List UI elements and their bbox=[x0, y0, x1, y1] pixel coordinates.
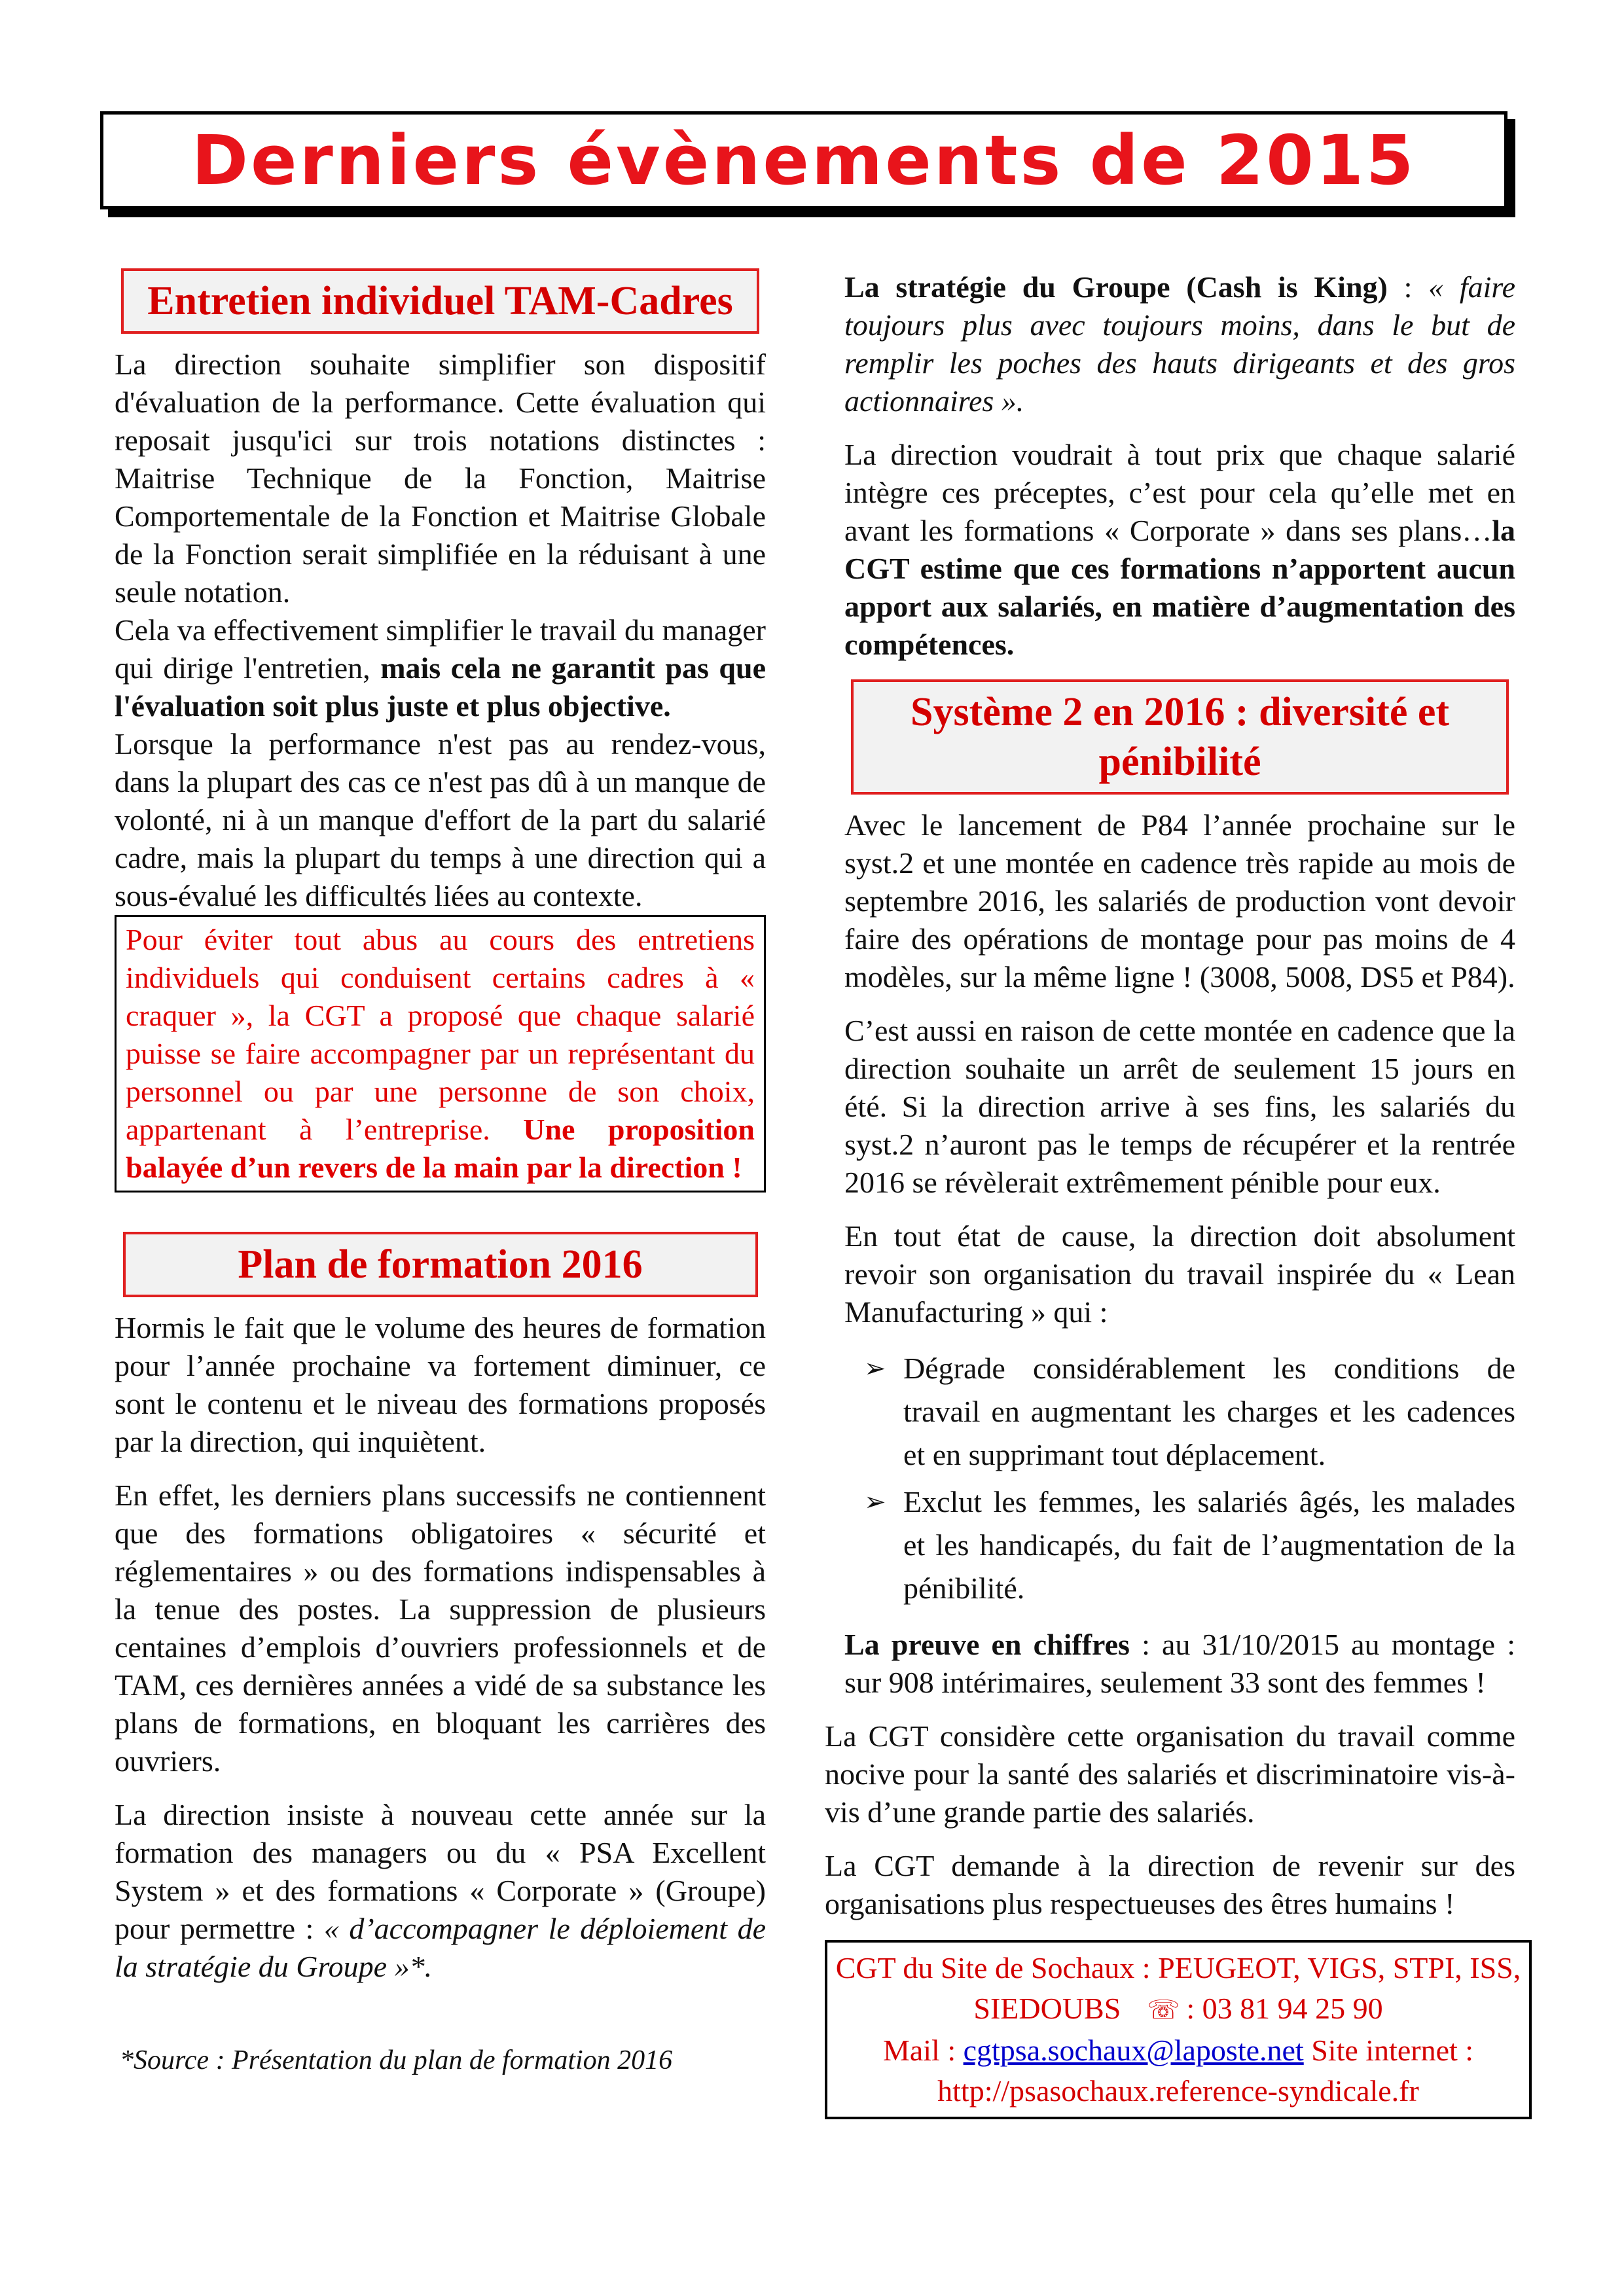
arrow-bullet-icon: ➢ bbox=[864, 1487, 886, 1517]
paragraph: La direction voudrait à tout prix que chaque salarié intègre ces préceptes, c’est pour cela qu’elle met en avant les formations « Corporate » dans ses plans…la CGT estime que ces formations n’apportent aucun apport aux salariés, en matière d’augmentation des compétences. bbox=[844, 438, 1515, 661]
paragraph: C’est aussi en raison de cette montée en cadence que la direction souhaite un arrêt de seulement 15 jours en été. Si la direction arrive à ses fins, les salariés du syst.2 n’auront pas le temps de récupérer et la rentrée 2016 se révèlerait extrêmement pénible pour eux. bbox=[844, 1014, 1515, 1199]
contact-sites: CGT du Site de Sochaux : PEUGEOT, VIGS, STPI, ISS, SIEDOUBS ☏ : 03 81 94 25 90 bbox=[834, 1948, 1523, 2030]
list-item: ➢ Exclut les femmes, les salariés âgés, les malades et les handicapés, du fait de l’augmentation de la pénibilité. bbox=[844, 1480, 1515, 1610]
highlight-text: Pour éviter tout abus au cours des entretiens individuels qui conduisent certains cadres à « craquer », la CGT a proposé que chaque salarié puisse se faire accompagner par un représentant du personnel ou par une personne de son choix, appartenant à l’entreprise. Une proposition balayée d’un revers de la main par la direction ! bbox=[126, 923, 755, 1184]
bullet-list bbox=[844, 1347, 1515, 1610]
paragraph: La CGT considère cette organisation du travail comme nocive pour la santé des salariés et discriminatoire vis-à-vis d’une grande partie des salariés. bbox=[825, 1719, 1515, 1829]
page-title: Derniers évènements de 2015 bbox=[191, 120, 1416, 200]
paragraph: Avec le lancement de P84 l’année prochaine sur le syst.2 et une montée en cadence très rapide au mois de septembre 2016, les salariés de production vont devoir faire des opérations de montage pour pas moins de 4 modèles, sur la même ligne ! (3008, 5008, DS5 et P84). bbox=[844, 808, 1515, 994]
paragraph: La preuve en chiffres : au 31/10/2015 au montage : sur 908 intérimaires, seulement 33 sont des femmes ! bbox=[844, 1628, 1516, 1699]
contact-mail: Mail : cgtpsa.sochaux@laposte.net Site internet : bbox=[882, 2034, 1474, 2067]
paragraph: La stratégie du Groupe (Cash is King) : « faire toujours plus avec toujours moins, dans le but de remplir les poches des hauts dirigeants et des gros actionnaires ». bbox=[844, 270, 1516, 418]
title-box bbox=[100, 111, 1507, 209]
contact-box bbox=[825, 1940, 1532, 2119]
paragraph: La direction insiste à nouveau cette année sur la formation des managers ou du « PSA Excellent System » et des formations « Corporate » (Groupe) pour permettre : « d’accompagner le déploiement de la stratégie du Groupe »*. bbox=[115, 1798, 767, 1983]
section-heading-entretien: Entretien individuel TAM-Cadres bbox=[121, 268, 759, 334]
arrow-bullet-icon: ➢ bbox=[864, 1354, 886, 1384]
paragraph: La direction souhaite simplifier son dispositif d'évaluation de la performance. Cette évaluation qui reposait jusqu'ici sur trois notations distinctes : Maitrise Technique de la Fonction, Maitrise Comportementale de la Fonction et Maitrise Globale de la Fonction serait simplifiée en la réduisant à une seule notation. bbox=[115, 348, 766, 609]
paragraph: En effet, les derniers plans successifs ne contiennent que des formations obligatoires « sécurité et réglementaires » ou des formations indispensables à la tenue des postes. La suppression de plusieurs centaines d’emplois d’ouvriers professionnels et de TAM, ces dernières années a vidé de sa substance les plans de formations, en bloquant les carrières des ouvriers. bbox=[115, 1479, 766, 1778]
section-heading-formation: Plan de formation 2016 bbox=[123, 1232, 758, 1297]
phone-icon: ☏ bbox=[1147, 1995, 1180, 2025]
footnote: *Source : Présentation du plan de formation 2016 bbox=[120, 2045, 673, 2075]
phone-number: : 03 81 94 25 90 bbox=[1186, 1992, 1383, 2025]
paragraph: Lorsque la performance n'est pas au rendez-vous, dans la plupart des cas ce n'est pas dû à un manque de volonté, ni à un manque d'effort de la part du salarié cadre, mais la plupart du temps à une direction qui a sous-évalué les difficultés liées au contexte. bbox=[115, 727, 766, 912]
website-link[interactable]: http://psasochaux.reference-syndicale.fr bbox=[937, 2074, 1419, 2108]
highlight-box bbox=[115, 915, 766, 1193]
list-item: ➢ Dégrade considérablement les conditions de travail en augmentant les charges et les cadences et en supprimant tout déplacement. bbox=[844, 1347, 1515, 1477]
paragraph: En tout état de cause, la direction doit absolument revoir son organisation du travail inspirée du « Lean Manufacturing » qui : bbox=[844, 1219, 1515, 1329]
email-link[interactable]: cgtpsa.sochaux@laposte.net bbox=[963, 2034, 1304, 2067]
paragraph: Hormis le fait que le volume des heures de formation pour l’année prochaine va fortement diminuer, ce sont le contenu et le niveau des formations proposés par la direction, qui inquiètent. bbox=[115, 1311, 766, 1458]
paragraph: La CGT demande à la direction de revenir sur des organisations plus respectueuses des êtres humains ! bbox=[825, 1849, 1515, 1920]
right-column bbox=[825, 268, 1521, 2119]
paragraph: Cela va effectivement simplifier le travail du manager qui dirige l'entretien, mais cela ne garantit pas que l'évaluation soit plus juste et plus objective. bbox=[115, 613, 766, 723]
left-column bbox=[115, 268, 766, 2076]
section-heading-systeme: Système 2 en 2016 : diversité et pénibilité bbox=[851, 679, 1509, 795]
